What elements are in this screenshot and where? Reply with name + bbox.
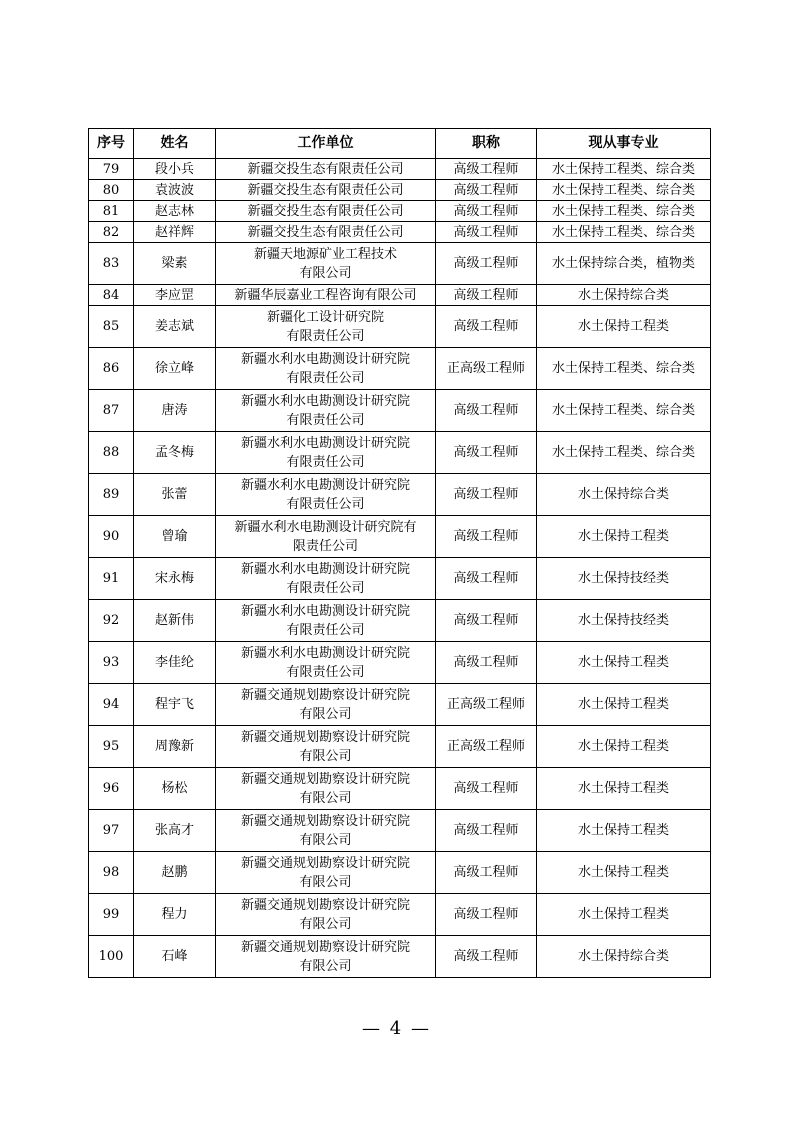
- cell-name: 段小兵: [134, 159, 216, 180]
- cell-name: 徐立峰: [134, 348, 216, 390]
- cell-serial: 93: [89, 642, 134, 684]
- cell-name: 赵志林: [134, 201, 216, 222]
- cell-work-unit: 新疆交通规划勘察设计研究院 有限公司: [216, 684, 436, 726]
- cell-serial: 87: [89, 390, 134, 432]
- page-number: — 4 —: [362, 1018, 431, 1039]
- table-row: [89, 600, 711, 642]
- table-row: [89, 558, 711, 600]
- cell-title: 高级工程师: [436, 474, 537, 516]
- table-row: [89, 936, 711, 978]
- table-header-row: [89, 129, 711, 159]
- cell-specialty: 水土保持工程类、综合类: [537, 201, 711, 222]
- cell-specialty: 水土保持综合类: [537, 474, 711, 516]
- table-row: [89, 768, 711, 810]
- cell-title: 高级工程师: [436, 852, 537, 894]
- cell-name: 杨松: [134, 768, 216, 810]
- cell-specialty: 水土保持综合类: [537, 285, 711, 306]
- cell-title: 高级工程师: [436, 180, 537, 201]
- cell-specialty: 水土保持工程类: [537, 684, 711, 726]
- table-row: [89, 159, 711, 180]
- header-title: 职称: [436, 129, 537, 159]
- personnel-table: [88, 128, 711, 978]
- cell-specialty: 水土保持工程类: [537, 642, 711, 684]
- cell-work-unit: 新疆水利水电勘测设计研究院 有限责任公司: [216, 558, 436, 600]
- cell-work-unit: 新疆交投生态有限责任公司: [216, 159, 436, 180]
- cell-serial: 99: [89, 894, 134, 936]
- cell-title: 高级工程师: [436, 222, 537, 243]
- cell-work-unit: 新疆水利水电勘测设计研究院有 限责任公司: [216, 516, 436, 558]
- cell-work-unit: 新疆水利水电勘测设计研究院 有限责任公司: [216, 642, 436, 684]
- cell-work-unit: 新疆交通规划勘察设计研究院 有限公司: [216, 768, 436, 810]
- cell-serial: 97: [89, 810, 134, 852]
- cell-work-unit: 新疆交投生态有限责任公司: [216, 180, 436, 201]
- cell-title: 正高级工程师: [436, 726, 537, 768]
- table-row: [89, 348, 711, 390]
- cell-specialty: 水土保持技经类: [537, 558, 711, 600]
- cell-work-unit: 新疆水利水电勘测设计研究院 有限责任公司: [216, 390, 436, 432]
- cell-work-unit: 新疆水利水电勘测设计研究院 有限责任公司: [216, 474, 436, 516]
- cell-serial: 84: [89, 285, 134, 306]
- cell-specialty: 水土保持综合类，植物类: [537, 243, 711, 285]
- cell-serial: 89: [89, 474, 134, 516]
- cell-title: 高级工程师: [436, 390, 537, 432]
- cell-specialty: 水土保持工程类: [537, 726, 711, 768]
- cell-title: 高级工程师: [436, 936, 537, 978]
- header-specialty: 现从事专业: [537, 129, 711, 159]
- cell-serial: 83: [89, 243, 134, 285]
- cell-work-unit: 新疆交通规划勘察设计研究院 有限公司: [216, 936, 436, 978]
- table-row: [89, 201, 711, 222]
- table-row: [89, 642, 711, 684]
- cell-name: 周豫新: [134, 726, 216, 768]
- cell-name: 赵新伟: [134, 600, 216, 642]
- cell-title: 高级工程师: [436, 642, 537, 684]
- cell-work-unit: 新疆水利水电勘测设计研究院 有限责任公司: [216, 600, 436, 642]
- cell-serial: 79: [89, 159, 134, 180]
- cell-work-unit: 新疆交投生态有限责任公司: [216, 222, 436, 243]
- cell-title: 高级工程师: [436, 201, 537, 222]
- cell-name: 宋永梅: [134, 558, 216, 600]
- table-row: [89, 390, 711, 432]
- cell-serial: 88: [89, 432, 134, 474]
- cell-name: 李应罡: [134, 285, 216, 306]
- cell-title: 高级工程师: [436, 306, 537, 348]
- table-body: [89, 159, 711, 978]
- cell-name: 梁素: [134, 243, 216, 285]
- cell-name: 姜志斌: [134, 306, 216, 348]
- cell-name: 石峰: [134, 936, 216, 978]
- cell-specialty: 水土保持工程类、综合类: [537, 222, 711, 243]
- cell-work-unit: 新疆华辰嘉业工程咨询有限公司: [216, 285, 436, 306]
- cell-title: 高级工程师: [436, 285, 537, 306]
- cell-title: 高级工程师: [436, 810, 537, 852]
- cell-serial: 86: [89, 348, 134, 390]
- cell-work-unit: 新疆交投生态有限责任公司: [216, 201, 436, 222]
- cell-name: 唐涛: [134, 390, 216, 432]
- cell-title: 高级工程师: [436, 516, 537, 558]
- cell-specialty: 水土保持工程类、综合类: [537, 432, 711, 474]
- cell-serial: 82: [89, 222, 134, 243]
- table-row: [89, 852, 711, 894]
- cell-title: 高级工程师: [436, 243, 537, 285]
- cell-serial: 91: [89, 558, 134, 600]
- table-row: [89, 222, 711, 243]
- cell-serial: 95: [89, 726, 134, 768]
- cell-serial: 96: [89, 768, 134, 810]
- cell-name: 袁波波: [134, 180, 216, 201]
- cell-title: 正高级工程师: [436, 684, 537, 726]
- cell-specialty: 水土保持工程类、综合类: [537, 390, 711, 432]
- cell-name: 张蕾: [134, 474, 216, 516]
- cell-serial: 92: [89, 600, 134, 642]
- cell-title: 高级工程师: [436, 768, 537, 810]
- table-row: [89, 432, 711, 474]
- cell-name: 赵祥辉: [134, 222, 216, 243]
- cell-title: 高级工程师: [436, 558, 537, 600]
- cell-specialty: 水土保持工程类: [537, 852, 711, 894]
- cell-specialty: 水土保持技经类: [537, 600, 711, 642]
- cell-specialty: 水土保持工程类: [537, 516, 711, 558]
- cell-serial: 85: [89, 306, 134, 348]
- cell-work-unit: 新疆交通规划勘察设计研究院 有限公司: [216, 726, 436, 768]
- table-row: [89, 894, 711, 936]
- table-row: [89, 516, 711, 558]
- cell-specialty: 水土保持工程类: [537, 306, 711, 348]
- cell-work-unit: 新疆交通规划勘察设计研究院 有限公司: [216, 852, 436, 894]
- cell-name: 李佳纶: [134, 642, 216, 684]
- cell-serial: 94: [89, 684, 134, 726]
- cell-work-unit: 新疆交通规划勘察设计研究院 有限公司: [216, 810, 436, 852]
- table-row: [89, 810, 711, 852]
- cell-name: 程力: [134, 894, 216, 936]
- cell-work-unit: 新疆化工设计研究院 有限责任公司: [216, 306, 436, 348]
- cell-name: 赵鹏: [134, 852, 216, 894]
- cell-specialty: 水土保持综合类: [537, 936, 711, 978]
- cell-specialty: 水土保持工程类、综合类: [537, 180, 711, 201]
- cell-title: 高级工程师: [436, 600, 537, 642]
- cell-specialty: 水土保持工程类: [537, 810, 711, 852]
- cell-serial: 81: [89, 201, 134, 222]
- table-row: [89, 180, 711, 201]
- cell-specialty: 水土保持工程类: [537, 768, 711, 810]
- cell-name: 张高才: [134, 810, 216, 852]
- header-work-unit: 工作单位: [216, 129, 436, 159]
- cell-specialty: 水土保持工程类: [537, 894, 711, 936]
- table-row: [89, 684, 711, 726]
- cell-work-unit: 新疆交通规划勘察设计研究院 有限公司: [216, 894, 436, 936]
- cell-title: 正高级工程师: [436, 348, 537, 390]
- cell-specialty: 水土保持工程类、综合类: [537, 159, 711, 180]
- cell-name: 曾瑜: [134, 516, 216, 558]
- cell-serial: 98: [89, 852, 134, 894]
- table-row: [89, 243, 711, 285]
- table-row: [89, 726, 711, 768]
- cell-specialty: 水土保持工程类、综合类: [537, 348, 711, 390]
- cell-title: 高级工程师: [436, 894, 537, 936]
- cell-title: 高级工程师: [436, 432, 537, 474]
- cell-work-unit: 新疆水利水电勘测设计研究院 有限责任公司: [216, 348, 436, 390]
- cell-serial: 100: [89, 936, 134, 978]
- table-row: [89, 474, 711, 516]
- cell-work-unit: 新疆水利水电勘测设计研究院 有限责任公司: [216, 432, 436, 474]
- cell-name: 程宇飞: [134, 684, 216, 726]
- cell-serial: 90: [89, 516, 134, 558]
- table-row: [89, 306, 711, 348]
- cell-serial: 80: [89, 180, 134, 201]
- table-row: [89, 285, 711, 306]
- header-serial: 序号: [89, 129, 134, 159]
- header-name: 姓名: [134, 129, 216, 159]
- cell-name: 孟冬梅: [134, 432, 216, 474]
- cell-work-unit: 新疆天地源矿业工程技术 有限公司: [216, 243, 436, 285]
- cell-title: 高级工程师: [436, 159, 537, 180]
